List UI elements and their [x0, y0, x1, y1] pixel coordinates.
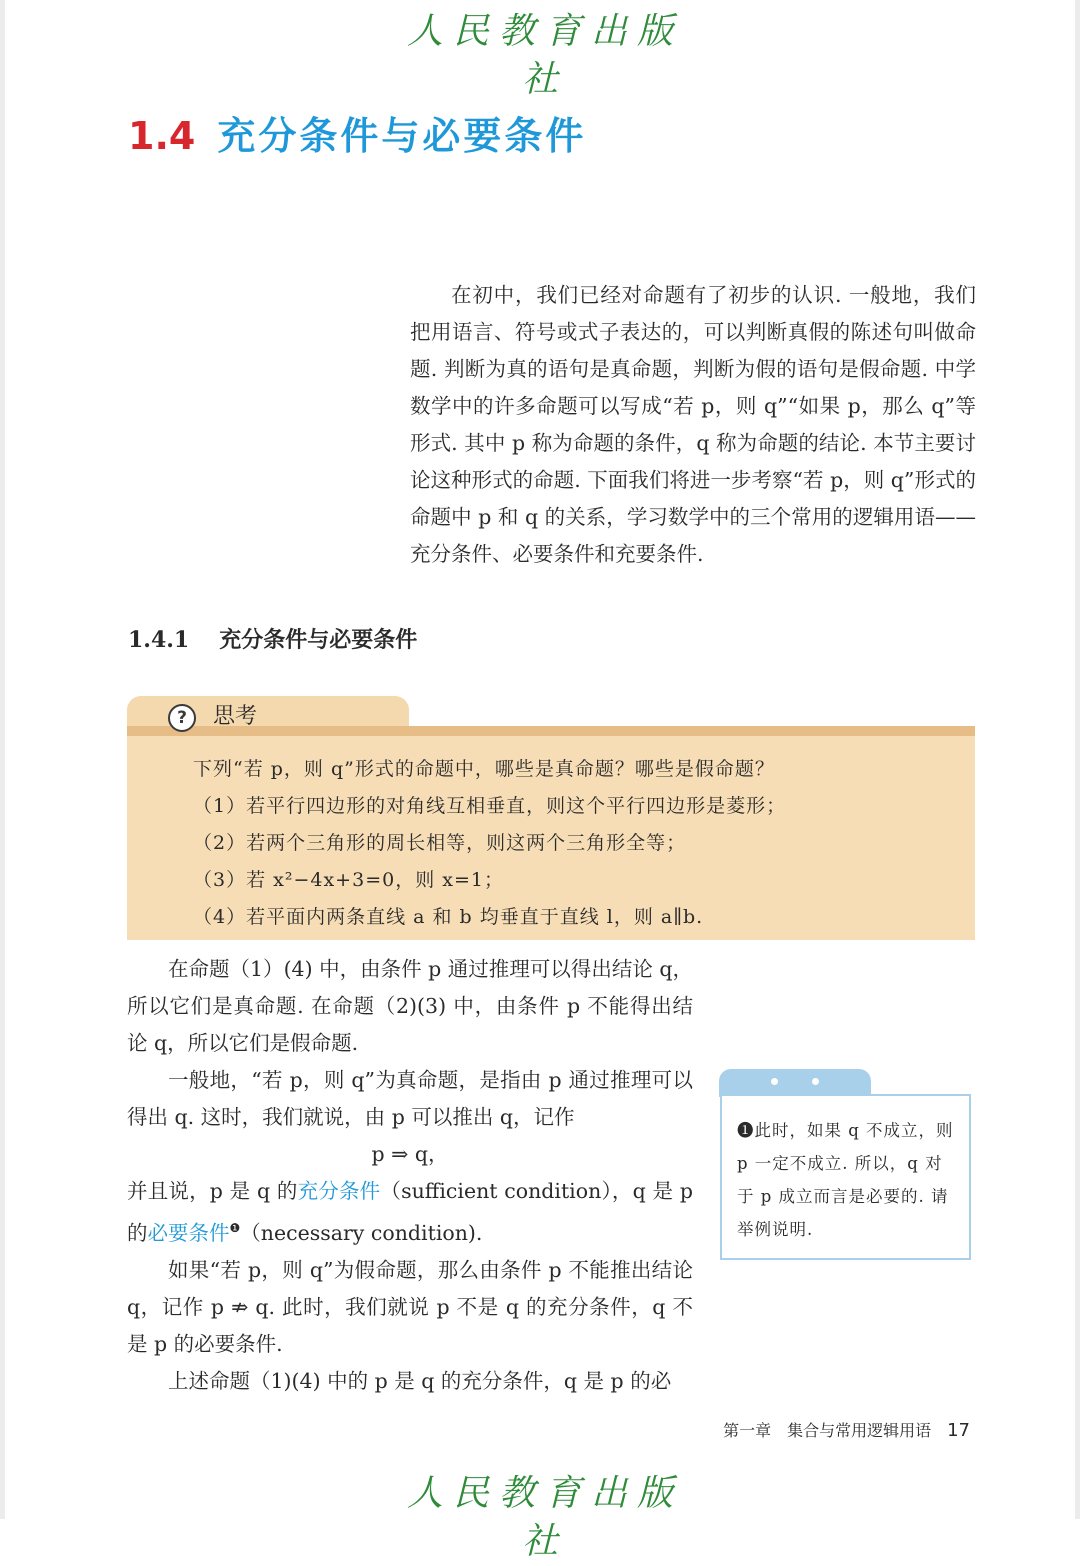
section-title [128, 110, 586, 162]
sidenote-dot-right [812, 1078, 819, 1085]
body-paragraph-5: 上述命题（1)(4) 中的 p 是 q 的充分条件，q 是 p 的必 [168, 1368, 672, 1393]
publisher-watermark-bottom: 人民教育出版社 [406, 1473, 683, 1562]
term-sufficient-condition: 充分条件 [297, 1179, 381, 1203]
sidenote-tab [719, 1069, 871, 1097]
question-circle-icon: ? [168, 704, 196, 732]
chapter-label: 第一章 集合与常用逻辑用语 [723, 1421, 932, 1440]
think-questions [193, 751, 963, 936]
page-right-edge [1075, 0, 1080, 1519]
page-number: 17 [947, 1420, 970, 1441]
body-paragraph-1: 在命题（1）(4) 中，由条件 p 通过推理可以得出结论 q，所以它们是真命题. 在命题（2)(3) 中，由条件 p 不能得出结论 q，所以它们是假命题. [127, 957, 693, 1055]
publisher-watermark-top: 人民教育出版社 [406, 11, 683, 100]
section-number: 1.4 [128, 114, 196, 158]
subsection-title: 充分条件与必要条件 [219, 628, 418, 653]
think-question-2: （2）若两个三角形的周长相等，则这两个三角形全等； [193, 832, 687, 854]
implication-formula: p ⇒ q， [371, 1142, 449, 1166]
think-label: 思考 [213, 704, 258, 729]
body-paragraph-3: 并且说，p 是 q 的充分条件（sufficient condition），q 是 p 的必要条件$^❶$（necessary condition). [127, 1179, 694, 1245]
think-question-1: （1）若平行四边形的对角线互相垂直，则这个平行四边形是菱形； [193, 795, 787, 817]
subsection-heading [128, 623, 417, 658]
sidenote-dot-left [771, 1078, 778, 1085]
sidenote-text: ❶此时，如果 q 不成立，则 p 一定不成立. 所以，q 对于 p 成立而言是必要的. 请举例说明. [737, 1121, 954, 1239]
intro-paragraph: 在初中，我们已经对命题有了初步的认识. 一般地，我们把用语言、符号或式子表达的，可以判断真假的陈述句叫做命题. 判断为真的语句是真命题，判断为假的语句是假命题. 中学数学中的许多命题可以写成“若 p，则 q”“如果 p，那么 q”等形式. 其中 p 称为命题的条件，q 称为命题的结论. 本节主要讨论这种形式的命题. 下面我们将进一步考察“若 p，则 q”形式的命题中 p 和 q 的关系，学习数学中的三个常用的逻辑用语——充分条件、必要条件和充要条件. [410, 283, 976, 566]
body-text [127, 951, 693, 1400]
footnote-marker: ❶ [229, 1221, 241, 1235]
body-paragraph-2: 一般地，“若 p，则 q”为真命题，是指由 p 通过推理可以得出 q. 这时，我们就说，由 p 可以推出 q，记作 [127, 1068, 693, 1129]
section-title-text: 充分条件与必要条件 [217, 114, 587, 158]
body-paragraph-4: 如果“若 p，则 q”为假命题，那么由条件 p 不能推出结论 q，记作 p ⇏ q. 此时，我们就说 p 不是 q 的充分条件，q 不是 p 的必要条件. [127, 1257, 693, 1356]
think-question-3: （3）若 x²−4x+3=0，则 x=1； [193, 869, 504, 891]
think-question-4: （4）若平面内两条直线 a 和 b 均垂直于直线 l，则 a∥b. [193, 906, 704, 928]
subsection-number: 1.4.1 [128, 627, 190, 653]
page-footer [723, 1420, 970, 1442]
page-left-edge [0, 0, 5, 1519]
think-question-intro: 下列“若 p，则 q”形式的命题中，哪些是真命题？哪些是假命题？ [193, 758, 775, 780]
term-necessary-condition: 必要条件 [147, 1220, 230, 1245]
